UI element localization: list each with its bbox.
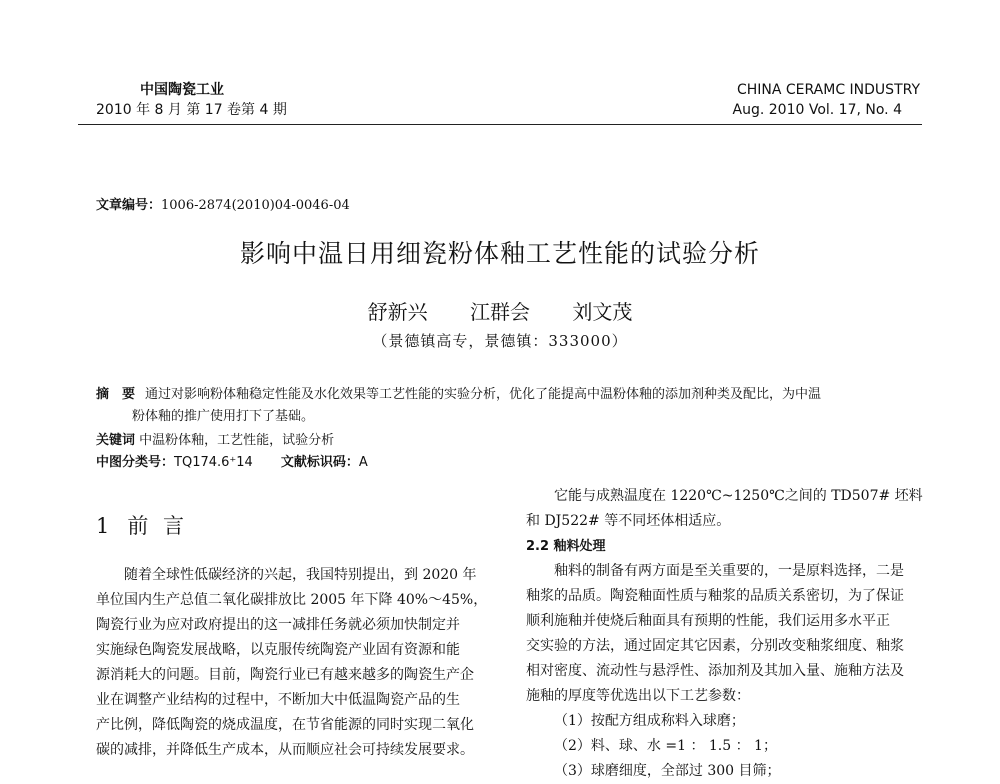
section-title: 前 言 <box>127 514 189 538</box>
body-line: 顺利施釉并使烧后釉面具有预期的性能，我们运用多水平正 <box>526 613 890 629</box>
body-line: 相对密度、流动性与悬浮性、添加剂及其加入量、施釉方法及 <box>526 663 904 679</box>
doc-code: A <box>358 455 368 470</box>
classification <box>96 452 368 474</box>
journal-name-en: CHINA CERAMC INDUSTRY <box>736 82 920 98</box>
affiliation: （景德镇高专，景德镇：333000） <box>372 332 628 350</box>
section-number: 1 <box>96 514 114 538</box>
issue-info-en: Aug. 2010 Vol. 17, No. 4 <box>732 102 902 118</box>
running-header-right <box>600 80 920 120</box>
article-number-value: 1006-2874(2010)04-0046-04 <box>161 198 350 213</box>
clc-code: TQ174.6⁺14 <box>174 455 253 470</box>
subsection-heading: 2.2 釉料处理 <box>526 539 606 554</box>
body-line: 随着全球性低碳经济的兴起，我国特别提出，到 2020 年 <box>124 567 477 583</box>
left-column <box>96 563 506 763</box>
body-line: 源消耗大的问题。目前，陶瓷行业已有越来越多的陶瓷生产企 <box>96 667 474 683</box>
clc-label: 中图分类号： <box>96 455 175 470</box>
author-name: 刘文茂 <box>572 300 633 324</box>
list-item: （2）料、球、水 =1 ： 1.5 ： 1； <box>554 738 777 754</box>
author-name: 江群会 <box>470 300 530 324</box>
article-number <box>96 194 350 213</box>
body-line: 和 DJ522# 等不同坯体相适应。 <box>526 513 731 529</box>
section-heading <box>96 510 188 540</box>
keywords-label: 关键词 <box>96 433 136 448</box>
body-line: 釉料的制备有两方面是至关重要的，一是原料选择，二是 <box>554 563 904 579</box>
paper-title: 影响中温日用细瓷粉体釉工艺性能的试验分析 <box>239 239 760 268</box>
author-name: 舒新兴 <box>367 300 428 324</box>
abstract-label: 摘 要 <box>96 387 136 402</box>
keywords <box>96 430 334 452</box>
journal-name-cn: 中国陶瓷工业 <box>140 82 224 98</box>
body-line: 陶瓷行业为应对政府提出的这一减排任务就必须加快制定并 <box>96 617 460 633</box>
running-header-left <box>96 80 396 120</box>
right-column <box>526 484 932 784</box>
abstract-text-continued: 粉体釉的推广使用打下了基础。 <box>132 409 315 424</box>
body-line: 单位国内生产总值二氧化碳排放比 2005 年下降 40%～45%， <box>96 592 488 608</box>
header-rule <box>78 124 922 125</box>
body-line: 施釉的厚度等优选出以下工艺参数： <box>526 688 750 704</box>
body-line: 交实验的方法，通过固定其它因素，分别改变釉浆细度、釉浆 <box>526 638 904 654</box>
body-line: 实施绿色陶瓷发展战略，以克服传统陶瓷产业固有资源和能 <box>96 642 460 658</box>
doc-code-label: 文献标识码： <box>280 455 359 470</box>
author-list <box>0 296 1000 325</box>
body-line: 它能与成熟温度在 1220℃~1250℃之间的 TD507# 坯料 <box>554 488 923 504</box>
abstract <box>96 384 926 428</box>
list-item: （1）按配方组成称料入球磨； <box>554 713 745 729</box>
abstract-text: 通过对影响粉体釉稳定性能及水化效果等工艺性能的实验分析，优化了能提高中温粉体釉的添加剂种类及配比，为中温 <box>145 387 822 402</box>
list-item: （3）球磨细度，全部过 300 目筛； <box>554 763 781 779</box>
article-number-label: 文章编号： <box>96 198 162 213</box>
body-line: 釉浆的品质。陶瓷釉面性质与釉浆的品质关系密切，为了保证 <box>526 588 904 604</box>
issue-info-cn: 2010 年 8 月 第 17 卷第 4 期 <box>96 102 287 118</box>
body-line: 产比例，降低陶瓷的烧成温度，在节省能源的同时实现二氧化 <box>96 717 474 733</box>
body-line: 业在调整产业结构的过程中，不断加大中低温陶瓷产品的生 <box>96 692 460 708</box>
keywords-text: 中温粉体釉，工艺性能，试验分析 <box>139 433 335 448</box>
body-line: 碳的减排，并降低生产成本，从而顺应社会可持续发展要求。 <box>96 742 474 758</box>
